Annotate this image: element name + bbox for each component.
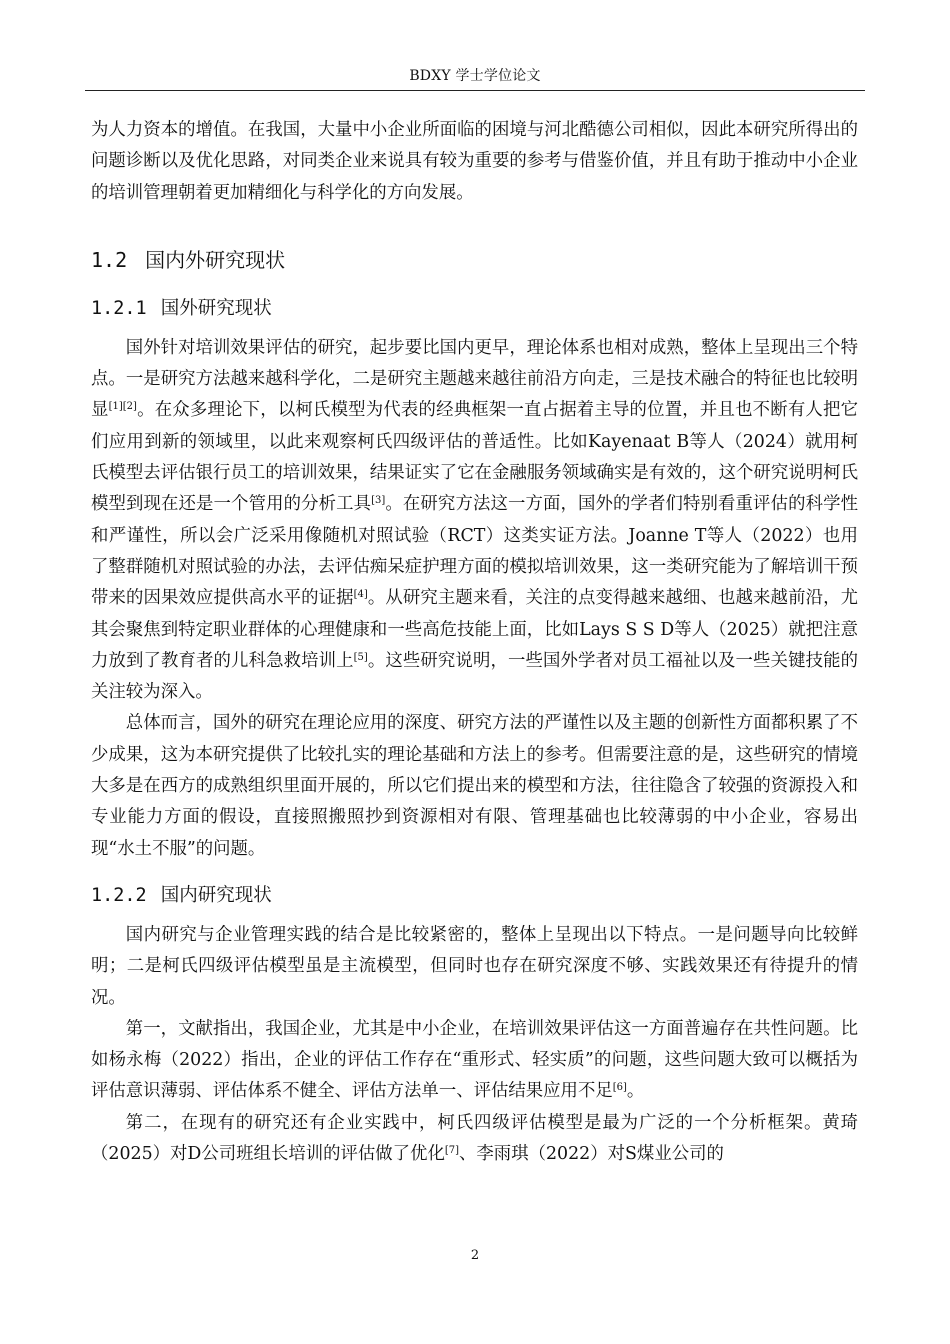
citation-7: [7]: [444, 1145, 460, 1157]
paragraph-domestic-2: [91, 1014, 858, 1108]
text-run: 国外针对培训效果评估的研究，起步要比国内更早，理论体系也相对成熟，整体上呈现出三个特点。一是研究方法越来越科学化，二是研究主题越来越往前沿方向走，三是技术融合的特征也比较明显: [91, 337, 858, 421]
subsection-title: 国内研究现状: [160, 884, 272, 906]
paragraph-domestic-3: [91, 1108, 858, 1171]
section-title: 国内外研究现状: [145, 247, 286, 272]
citation-4: [4]: [353, 589, 368, 601]
paragraph-foreign-1: [91, 333, 858, 709]
paragraph-domestic-1: 国内研究与企业管理实践的结合是比较紧密的，整体上呈现出以下特点。一是问题导向比较鲜明；二是柯氏四级评估模型虽是主流模型，但同时也存在研究深度不够、实践效果还有待提升的情况。: [91, 924, 858, 1008]
section-number: 1.2: [91, 247, 128, 272]
text-run: 第一，文献指出，我国企业，尤其是中小企业，在培训效果评估这一方面普遍存在共性问题。比如杨永梅（2022）指出，企业的评估工作存在“重形式、轻实质”的问题，这些问题大致可以概括为评估意识薄弱、评估体系不健全、评估方法单一、评估结果应用不足: [91, 1018, 858, 1102]
paragraph-intro: 为人力资本的增值。在我国，大量中小企业所面临的困境与河北酷德公司相似，因此本研究所得出的问题诊断以及优化思路，对同类企业来说具有较为重要的参考与借鉴价值，并且有助于推动中小企业的培训管理朝着更加精细化与科学化的方向发展。: [91, 120, 858, 203]
subsection-title: 国外研究现状: [160, 297, 272, 319]
citation-5: [5]: [353, 651, 368, 663]
subsection-number: 1.2.2: [91, 884, 147, 906]
text-run: 。在众多理论下，以柯氏模型为代表的经典框架一直占据着主导的位置，并且也不断有人把它们应用到新的领域里，以此来观察柯氏四级评估的普适性。比如Kayenaat B等人（2024）就用柯氏模型去评估银行员工的培训效果，结果证实了它在金融服务领域确实是有效的，这个研究说明柯氏模型到现在还是一个管用的分析工具: [91, 400, 858, 515]
text-run: 第二，在现有的研究还有企业实践中，柯氏四级评估模型是最为广泛的一个分析框架。黄琦（2025）对D公司班组长培训的评估做了优化: [91, 1112, 858, 1165]
citation-1-2: [1][2]: [108, 401, 137, 413]
citation-3: [3]: [371, 495, 386, 507]
running-header: BDXY 学士学位论文: [409, 68, 541, 84]
page-number: 2: [470, 1248, 480, 1263]
subsection-heading-1-2-1: [91, 293, 858, 325]
page-body: [91, 115, 858, 1170]
subsection-heading-1-2-2: [91, 880, 858, 912]
text-run: 。从研究主题来看，关注的点变得越来越细、也越来越前沿，尤其会聚焦到特定职业群体的心理健康和一些高危技能上面，比如Lays S S D等人（2025）就把注意力放到了教育者的儿科急救培训上: [91, 588, 858, 671]
text-run: 。: [626, 1081, 645, 1102]
section-heading-1-2: [91, 242, 858, 278]
subsection-number: 1.2.1: [91, 297, 147, 319]
header-rule: [85, 90, 865, 91]
paragraph-foreign-2: 总体而言，国外的研究在理论应用的深度、研究方法的严谨性以及主题的创新性方面都积累了不少成果，这为本研究提供了比较扎实的理论基础和方法上的参考。但需要注意的是，这些研究的情境大多是在西方的成熟组织里面开展的，所以它们提出来的模型和方法，往往隐含了较强的资源投入和专业能力方面的假设，直接照搬照抄到资源相对有限、管理基础也比较薄弱的中小企业，容易出现“水土不服”的问题。: [91, 713, 858, 859]
citation-6: [6]: [612, 1082, 627, 1094]
text-run: 、李雨琪（2022）对S煤业公司的: [459, 1144, 724, 1165]
text-run: 。这些研究说明，一些国外学者对员工福祉以及一些关键技能的关注较为深入。: [91, 650, 858, 703]
text-run: 。在研究方法这一方面，国外的学者们特别看重评估的科学性和严谨性，所以会广泛采用像随机对照试验（RCT）这类实证方法。Joanne T等人（2022）也用了整群随机对照试验的办法，去评估痴呆症护理方面的模拟培训效果，这一类研究能为了解培训干预带来的因果效应提供高水平的证据: [91, 494, 858, 609]
